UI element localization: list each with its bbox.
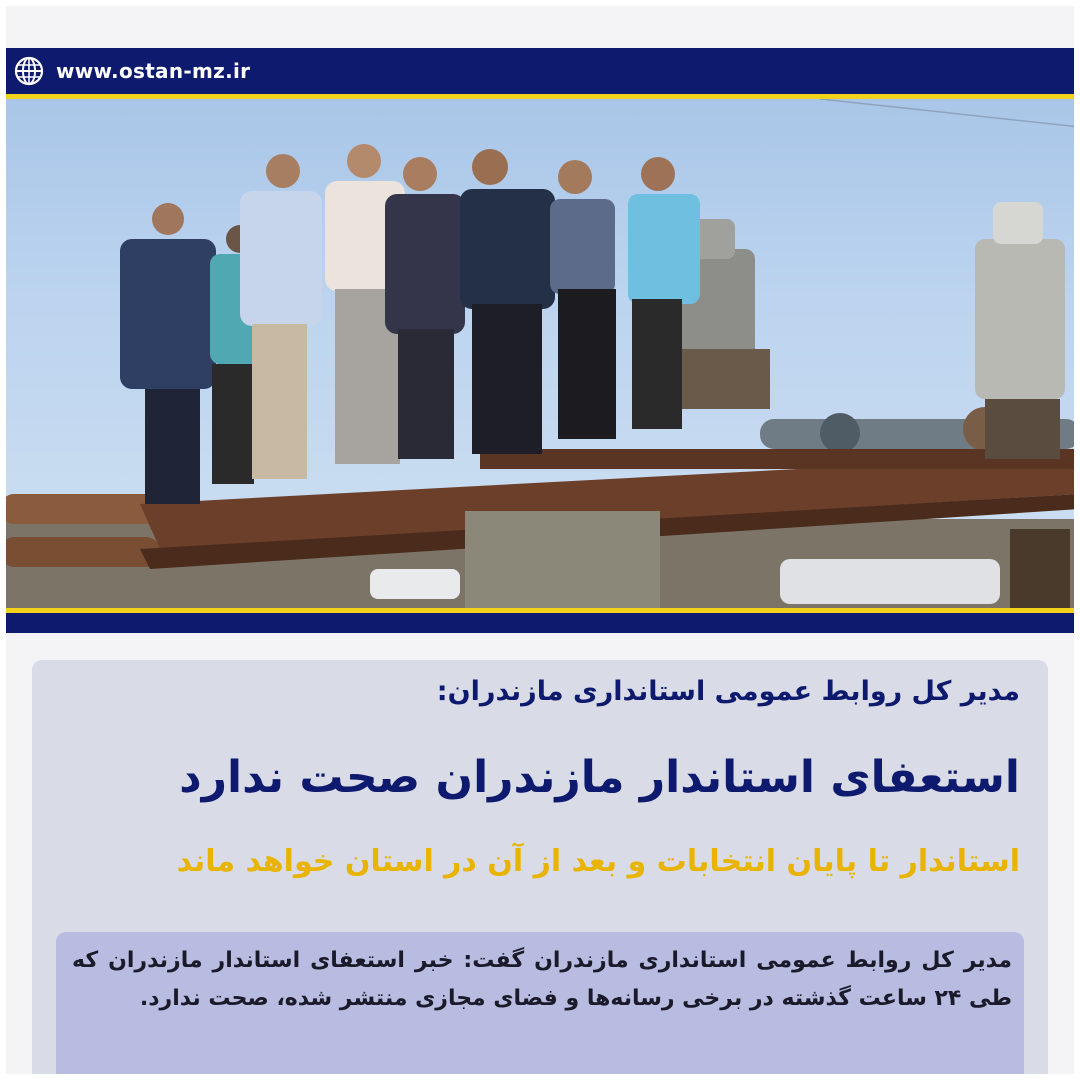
photo-illustration [0,99,1080,608]
photo-bottom-bar [0,613,1080,633]
news-photo [0,99,1080,608]
website-url[interactable]: www.ostan-mz.ir [56,59,251,83]
article-subtitle: مدیر کل روابط عمومی استانداری مازندران: [436,676,1020,707]
article-headline: استعفای استاندار مازندران صحت ندارد [179,752,1020,803]
article-body: مدیر کل روابط عمومی استانداری مازندران گفت: خبر استعفای استاندار مازندران که طی ۲۴ ساعت گذشته در برخی رسانه‌ها و فضای مجازی منتشر شده، صحت ندارد. [72,948,1012,1011]
header-bar [0,48,1080,94]
globe-icon [14,56,44,86]
article-lead: استاندار تا پایان انتخابات و بعد از آن در استان خواهد ماند [176,844,1020,879]
